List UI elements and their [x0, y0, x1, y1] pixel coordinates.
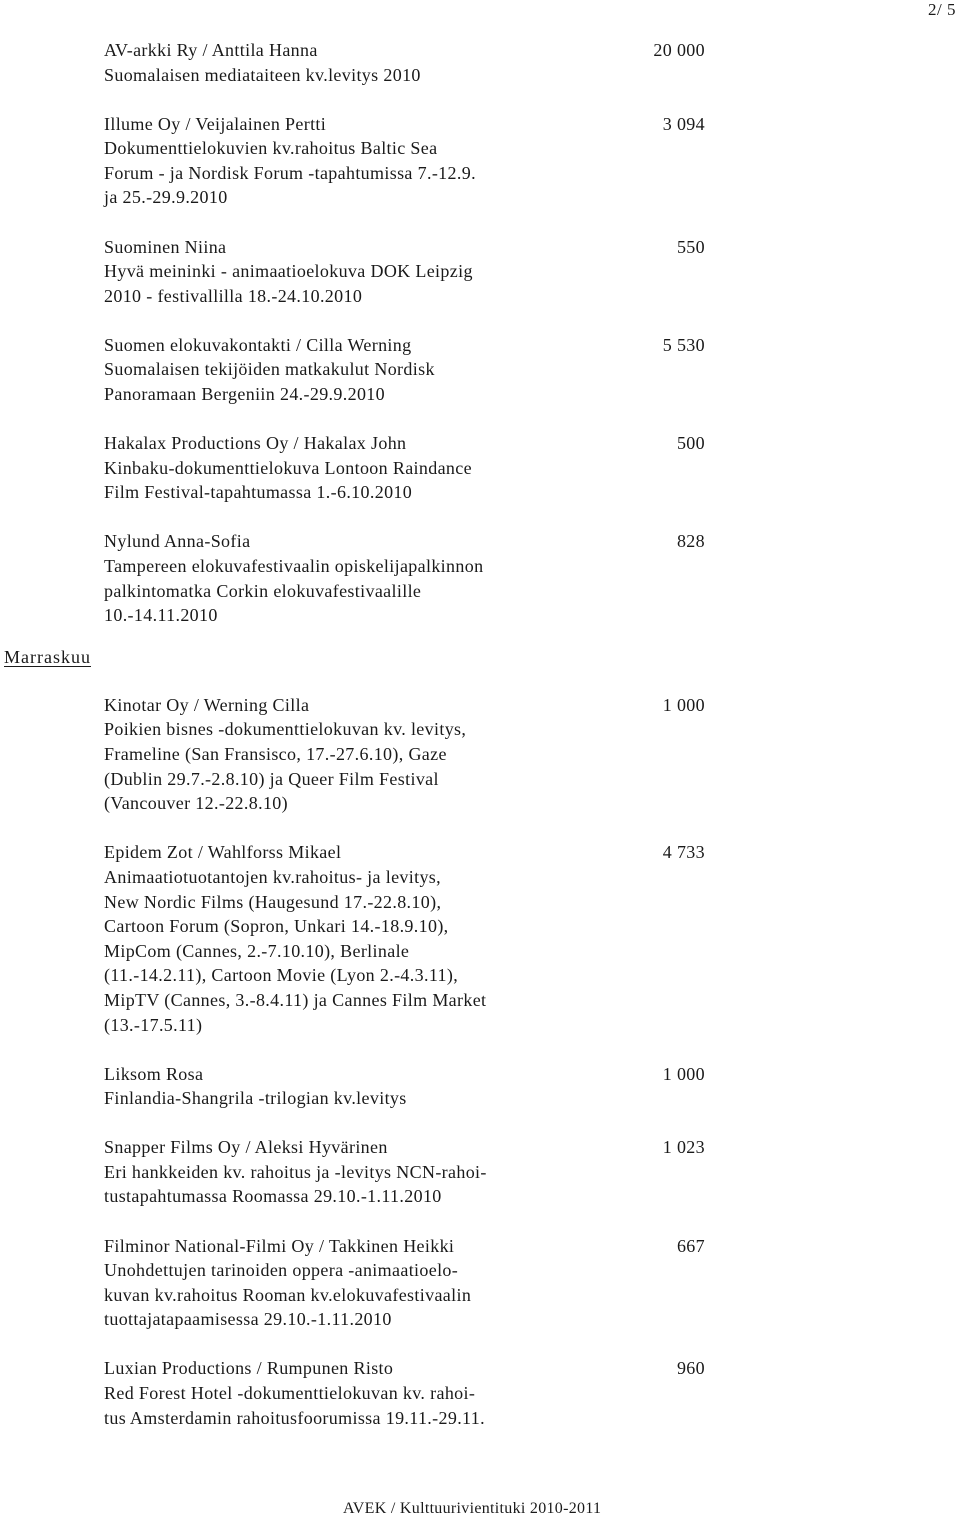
grant-description-line: Dokumenttielokuvien kv.rahoitus Baltic Sea — [104, 138, 438, 159]
grant-amount: 828 — [676, 531, 705, 552]
grant-description-line: (Vancouver 12.-22.8.10) — [104, 793, 288, 814]
grant-entry — [0, 431, 960, 505]
grant-entry — [0, 112, 960, 210]
grant-recipient: Hakalax Productions Oy / Hakalax John — [104, 433, 407, 454]
grant-entry — [0, 1062, 960, 1111]
grant-entry — [0, 235, 960, 309]
grant-description-line: Forum - ja Nordisk Forum -tapahtumissa 7.-12.9. — [104, 162, 476, 183]
grant-description-line: Suomalaisen mediataiteen kv.levitys 2010 — [104, 64, 421, 85]
grant-description-line: New Nordic Films (Haugesund 17.-22.8.10), — [104, 891, 442, 912]
grant-amount: 4 733 — [662, 842, 705, 863]
grant-entry — [0, 529, 960, 627]
grant-recipient: Suominen Niina — [104, 236, 227, 257]
grant-description-line: Cartoon Forum (Sopron, Unkari 14.-18.9.10), — [104, 916, 449, 937]
page-footer: AVEK / Kulttuurivientituki 2010-2011 — [343, 1500, 602, 1517]
month-heading: Marraskuu — [4, 647, 91, 668]
grant-entry — [0, 1135, 960, 1209]
grant-description-line: Animaatiotuotantojen kv.rahoitus- ja levitys, — [104, 866, 442, 887]
page-number: 2/ 5 — [928, 0, 956, 19]
grant-description-line: MipCom (Cannes, 2.-7.10.10), Berlinale — [104, 940, 410, 961]
grant-entry — [0, 693, 960, 816]
grant-amount: 3 094 — [662, 113, 705, 134]
grant-description-line: 2010 - festivallilla 18.-24.10.2010 — [104, 285, 363, 306]
grant-amount: 1 000 — [662, 694, 705, 715]
grant-recipient: Filminor National-Filmi Oy / Takkinen Heikki — [104, 1235, 455, 1256]
grant-recipient: Illume Oy / Veijalainen Pertti — [104, 113, 327, 134]
grant-description-line: tus Amsterdamin rahoitusfoorumissa 19.11.-29.11. — [104, 1407, 485, 1428]
grant-recipient: Suomen elokuvakontakti / Cilla Werning — [104, 334, 412, 355]
grant-description-line: Kinbaku-dokumenttielokuva Lontoon Raindance — [104, 457, 472, 478]
grant-amount: 550 — [676, 236, 705, 257]
grant-description-line: Red Forest Hotel -dokumenttielokuvan kv. rahoi- — [104, 1383, 476, 1404]
grant-entry — [0, 1356, 960, 1430]
grant-description-line: (13.-17.5.11) — [104, 1014, 203, 1035]
grant-recipient: Kinotar Oy / Werning Cilla — [104, 694, 310, 715]
grant-amount: 960 — [676, 1358, 705, 1379]
grant-amount: 1 023 — [662, 1137, 705, 1158]
grant-entry — [0, 1234, 960, 1332]
grant-description-line: Finlandia-Shangrila -trilogian kv.levitys — [104, 1088, 407, 1109]
grant-recipient: Liksom Rosa — [104, 1063, 204, 1084]
grant-description-line: tuottajatapaamisessa 29.10.-1.11.2010 — [104, 1309, 392, 1330]
grant-entry — [0, 333, 960, 407]
grant-amount: 667 — [676, 1235, 705, 1256]
grant-description-line: palkintomatka Corkin elokuvafestivaalille — [104, 580, 422, 601]
grant-entry — [0, 840, 960, 1037]
grant-recipient: Nylund Anna-Sofia — [104, 531, 251, 552]
grant-amount: 500 — [676, 433, 705, 454]
grant-recipient: Luxian Productions / Rumpunen Risto — [104, 1358, 394, 1379]
grant-description-line: Suomalaisen tekijöiden matkakulut Nordisk — [104, 359, 435, 380]
grant-description-line: kuvan kv.rahoitus Rooman kv.elokuvafestivaalin — [104, 1284, 472, 1305]
grant-recipient: Epidem Zot / Wahlforss Mikael — [104, 842, 342, 863]
grant-description-line: Poikien bisnes -dokumenttielokuvan kv. levitys, — [104, 719, 467, 740]
grant-description-line: (Dublin 29.7.-2.8.10) ja Queer Film Festival — [104, 768, 439, 789]
grant-description-line: MipTV (Cannes, 3.-8.4.11) ja Cannes Film Market — [104, 989, 487, 1010]
grant-amount: 1 000 — [662, 1063, 705, 1084]
grant-description-line: 10.-14.11.2010 — [104, 605, 218, 626]
grant-description-line: (11.-14.2.11), Cartoon Movie (Lyon 2.-4.3.11), — [104, 965, 459, 986]
grant-description-line: Unohdettujen tarinoiden oppera -animaatioelo- — [104, 1260, 459, 1281]
grant-description-line: Eri hankkeiden kv. rahoitus ja -levitys NCN-rahoi- — [104, 1161, 487, 1182]
grant-amount: 20 000 — [653, 40, 705, 60]
grant-recipient: Snapper Films Oy / Aleksi Hyvärinen — [104, 1137, 388, 1158]
grant-description-line: Panoramaan Bergeniin 24.-29.9.2010 — [104, 384, 386, 405]
grant-description-line: Tampereen elokuvafestivaalin opiskelijapalkinnon — [104, 556, 484, 576]
grant-description-line: ja 25.-29.9.2010 — [104, 187, 228, 208]
grant-description-line: Hyvä meininki - animaatioelokuva DOK Leipzig — [104, 261, 473, 282]
grant-amount: 5 530 — [662, 334, 705, 355]
grant-description-line: Film Festival-tapahtumassa 1.-6.10.2010 — [104, 482, 413, 503]
grant-description-line: tustapahtumassa Roomassa 29.10.-1.11.2010 — [104, 1186, 442, 1207]
grant-description-line: Frameline (San Fransisco, 17.-27.6.10), Gaze — [104, 744, 447, 765]
grant-entry — [0, 38, 960, 87]
grant-list — [0, 38, 960, 1455]
grant-recipient: AV-arkki Ry / Anttila Hanna — [104, 40, 318, 60]
